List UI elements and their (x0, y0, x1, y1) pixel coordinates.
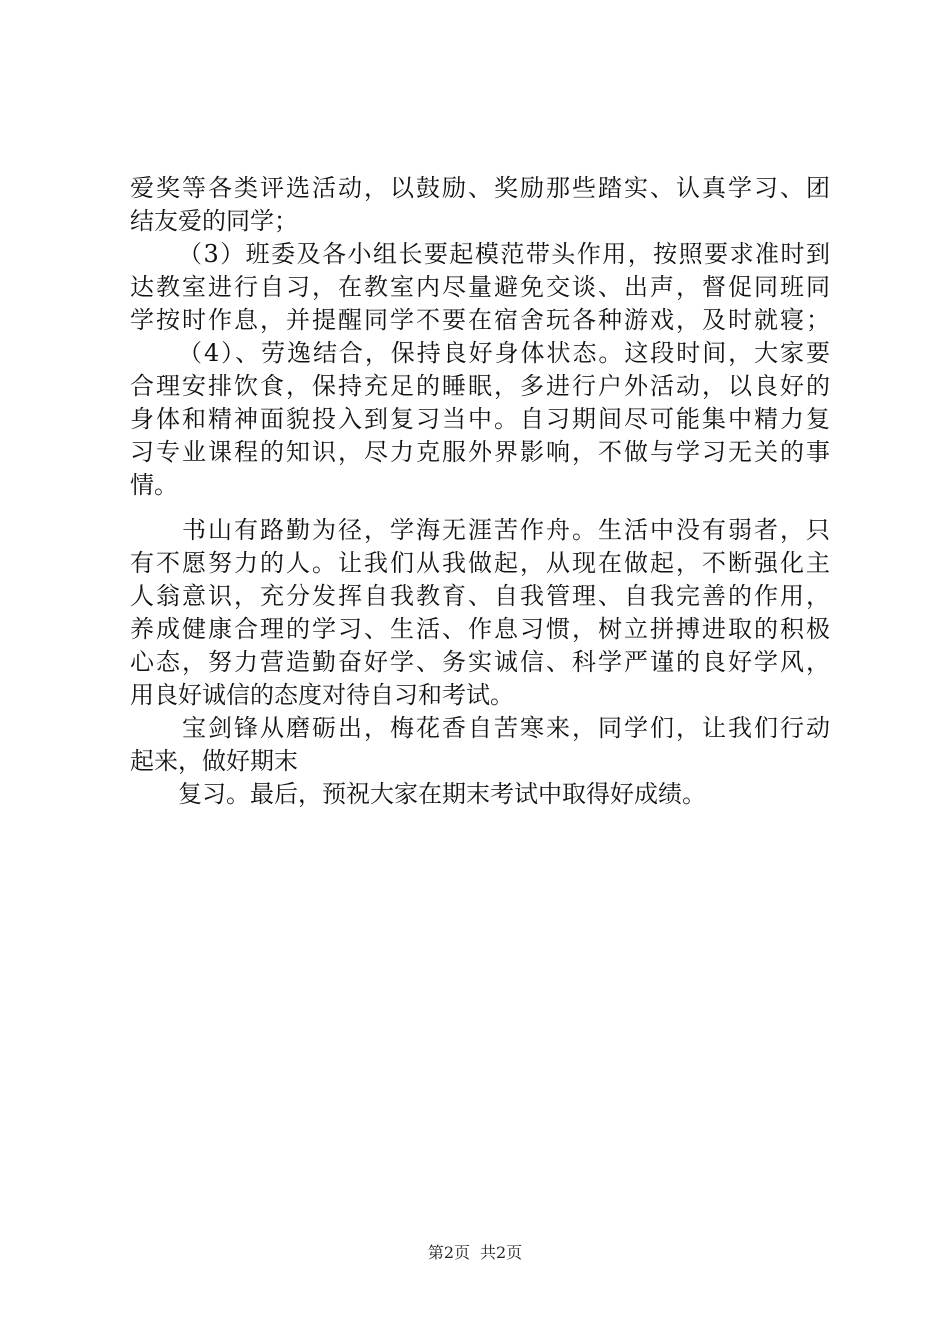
text-line: （3）班委及各小组长要起模范带头作用，按照要求准时到 (178, 240, 830, 268)
document-body (130, 172, 830, 811)
text-line: 用良好诚信的态度对待自习和考试。 (130, 681, 514, 709)
text-line: 书山有路勤为径，学海无涯苦作舟。生活中没有弱者，只 (182, 516, 830, 544)
text-line: 人翁意识，充分发挥自我教育、自我管理、自我完善的作用， (130, 582, 830, 610)
text-line: 爱奖等各类评选活动，以鼓励、奖励那些踏实、认真学习、团 (130, 174, 830, 202)
text-line: 宝剑锋从磨砺出，梅花香自苦寒来，同学们，让我们行动 (182, 714, 830, 742)
text-line: 养成健康合理的学习、生活、作息习惯，树立拼搏进取的积极 (130, 615, 830, 643)
text-line: 身体和精神面貌投入到复习当中。自习期间尽可能集中精力复 (130, 405, 830, 433)
text-line: 习专业课程的知识，尽力克服外界影响，不做与学习无关的事 (130, 438, 830, 466)
text-line: （4）、劳逸结合，保持良好身体状态。这段时间，大家要 (178, 339, 830, 367)
text-line: 有不愿努力的人。让我们从我做起，从现在做起，不断强化主 (130, 549, 830, 577)
text-line: 学按时作息，并提醒同学不要在宿舍玩各种游戏，及时就寝； (130, 306, 830, 334)
page-number-total: 共2页 (480, 1243, 523, 1262)
text-line: 合理安排饮食，保持充足的睡眠，多进行户外活动，以良好的 (130, 372, 830, 400)
paragraph-gap (130, 502, 830, 514)
text-line: 情。 (130, 471, 178, 499)
text-line: 起来，做好期末 (130, 747, 298, 775)
text-line: 结友爱的同学； (130, 207, 298, 235)
text-line: 复习。最后，预祝大家在期末考试中取得好成绩。 (178, 780, 706, 808)
page-number-current: 第2页 (427, 1243, 470, 1262)
text-line: 心态，努力营造勤奋好学、务实诚信、科学严谨的良好学风， (130, 648, 830, 676)
page-footer (0, 1240, 950, 1263)
text-line: 达教室进行自习，在教室内尽量避免交谈、出声，督促同班同 (130, 273, 830, 301)
